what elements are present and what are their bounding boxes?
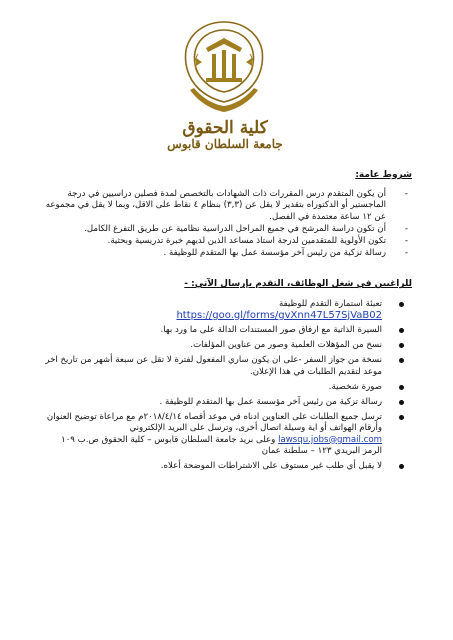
application-item: نسخ من المؤهلات العلمية وصور من عناوين المؤلفات. — [40, 340, 412, 351]
application-item — [40, 299, 412, 321]
application-item: السيرة الذاتية مع ارفاق صور المستندات الدالة على ما ورد بها. — [40, 325, 412, 336]
application-item: نسخة من جواز السفر -على ان يكون ساري المفعول لفترة لا تقل عن سبعة أشهر من تاريخ اخر موعد لتقديم الطلبات في هذا الإعلان. — [40, 355, 412, 377]
application-heading: للراغبين في شغل الوظائف، التقدم بإرسال الآتي: - — [184, 279, 412, 290]
form-label: تعبئة استمارة التقدم للوظيفة — [278, 298, 382, 309]
institution-name — [140, 119, 310, 151]
condition-item: - تكون الأولوية للمتقدمين لدرجة استاذ مساعد الذين لديهم خبرة تدريسية وبحثية. — [40, 236, 412, 247]
application-item: رسالة تزكية من رئيس آخر مؤسسة عمل بها المتقدم للوظيفة . — [40, 397, 412, 408]
condition-item: - رسالة تزكية من رئيس آخر مؤسسة عمل بها المتقدم للوظيفة . — [40, 248, 412, 259]
application-form-link[interactable]: https://goo.gl/forms/gvXnn47L57SjVaB02 — [176, 309, 382, 321]
announcement-body — [40, 170, 412, 476]
postal-address: وعلى بريد جامعة السلطان قابوس – كلية الحقوق ص.ب ١٠٩ الرمز البريدي ١٢٣ – سلطنة عمان — [61, 434, 382, 456]
application-item — [40, 412, 412, 457]
email-link[interactable]: lawsqu.jobs@gmail.com — [278, 434, 382, 445]
application-list — [40, 299, 412, 473]
application-item: لا يقبل أي طلب غير مستوف على الاشتراطات الموضحة أعلاه. — [40, 461, 412, 472]
college-name: كلية الحقوق — [182, 118, 268, 138]
university-name: جامعة السلطان قابوس — [167, 137, 283, 151]
submission-text: ترسل جميع الطلبات على العناوين ادناه في موعد أقصاه ٢٠١٨/٤/١٤م مع مراعاة توضيح العنوان وأرقام الهواتف أو اية وسيلة اتصال أخرى، وترسل على البريد الإلكتروني — [46, 412, 382, 434]
condition-item: - أن يكون المتقدم درس المقررات ذات الشهادات بالتخصص لمدة فصلين دراسيين في درجة الماجستير أو الدكتوراه بتقدير لا يقل عن (٣,٣) بنظام ٤ نقاط على الاقل، وبما لا يقل في مجموعه عن ١٢ ساعة معتمدة في الفصل. — [40, 189, 412, 223]
general-conditions-heading: شروط عامة: — [355, 170, 412, 180]
university-logo — [176, 18, 272, 116]
condition-item: - أن تكون دراسة المرشح في جميع المراحل الدراسية نظامية عن طريق التفرغ الكامل. — [40, 224, 412, 235]
general-conditions-list — [40, 189, 412, 259]
application-item: صورة شخصية. — [40, 382, 412, 393]
